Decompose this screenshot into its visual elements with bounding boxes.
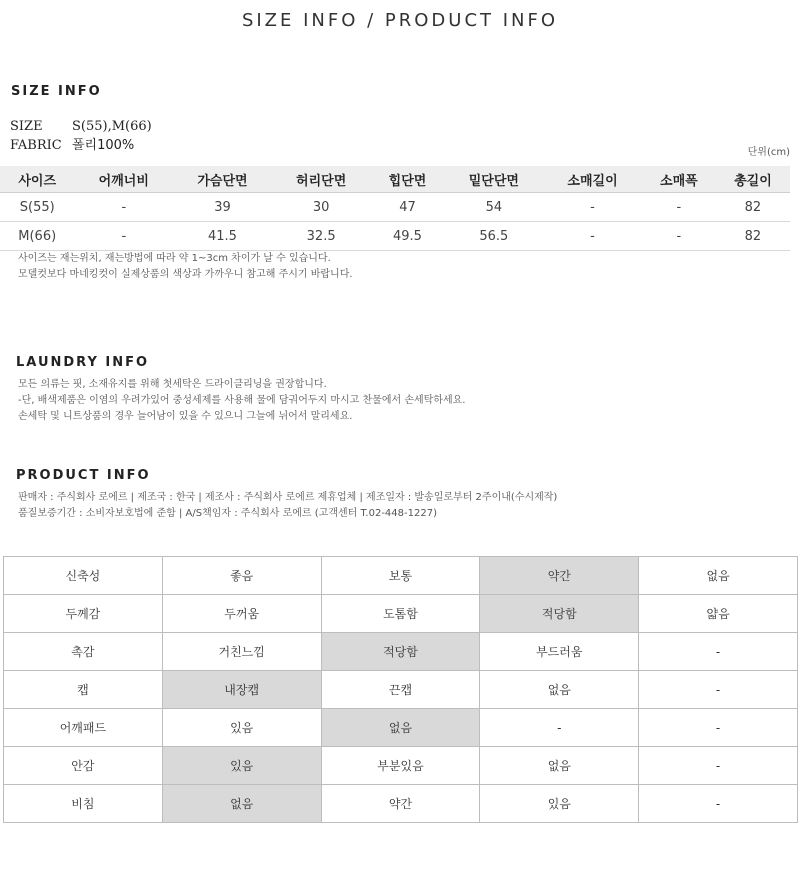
attribute-option: 약간 [480, 557, 639, 595]
attribute-option: 없음 [162, 785, 321, 823]
attribute-row [4, 671, 798, 709]
attribute-option: - [639, 671, 798, 709]
col-header: 허리단면 [272, 166, 371, 193]
attribute-row [4, 709, 798, 747]
attribute-option: 두꺼움 [162, 595, 321, 633]
attribute-label: 어깨패드 [4, 709, 163, 747]
attribute-option: 끈캡 [321, 671, 480, 709]
size-note-line: 모델컷보다 마네킹컷이 실제상품의 색상과 가까우니 참고해 주시기 바랍니다. [18, 269, 353, 280]
laundry-info-heading: LAUNDRY INFO [16, 355, 150, 370]
attribute-option: - [639, 633, 798, 671]
fabric-key: FABRIC [10, 138, 62, 153]
laundry-notes [18, 377, 465, 425]
attribute-option: - [480, 709, 639, 747]
table-cell: 47 [370, 193, 444, 222]
table-cell: - [543, 193, 642, 222]
table-cell: 49.5 [370, 222, 444, 251]
table-row [0, 222, 790, 251]
table-cell: 82 [716, 222, 790, 251]
attribute-option: - [639, 785, 798, 823]
table-cell: 54 [445, 193, 544, 222]
attribute-option: 보통 [321, 557, 480, 595]
attribute-option: 있음 [162, 747, 321, 785]
table-cell: 56.5 [445, 222, 544, 251]
table-cell: - [642, 222, 716, 251]
attribute-option: 부분있음 [321, 747, 480, 785]
attribute-label: 두께감 [4, 595, 163, 633]
col-header: 가슴단면 [173, 166, 272, 193]
attribute-option: 없음 [480, 747, 639, 785]
table-cell: 41.5 [173, 222, 272, 251]
attribute-option: 얇음 [639, 595, 798, 633]
table-cell: 30 [272, 193, 371, 222]
col-header: 총길이 [716, 166, 790, 193]
col-header: 어깨너비 [74, 166, 173, 193]
table-cell: - [74, 193, 173, 222]
attribute-label: 비침 [4, 785, 163, 823]
attribute-option: 약간 [321, 785, 480, 823]
attribute-option: 없음 [321, 709, 480, 747]
attribute-row [4, 595, 798, 633]
attribute-label: 촉감 [4, 633, 163, 671]
attribute-row [4, 785, 798, 823]
size-notes [18, 251, 353, 283]
col-header: 소매폭 [642, 166, 716, 193]
page-title: SIZE INFO / PRODUCT INFO [241, 10, 559, 31]
attribute-label: 캡 [4, 671, 163, 709]
laundry-line: 손세탁 및 니트상품의 경우 늘어남이 있을 수 있으니 그늘에 뉘어서 말리세요. [18, 411, 353, 422]
attribute-option: 도톰함 [321, 595, 480, 633]
product-notes [18, 490, 557, 522]
col-header: 사이즈 [0, 166, 74, 193]
size-key: SIZE [10, 119, 43, 134]
attribute-row [4, 747, 798, 785]
table-cell: - [642, 193, 716, 222]
laundry-line: 모든 의류는 핏, 소재유지를 위해 첫세탁은 드라이클리닝을 권장합니다. [18, 379, 327, 390]
attribute-option: 부드러움 [480, 633, 639, 671]
table-cell: 32.5 [272, 222, 371, 251]
attribute-option: 있음 [162, 709, 321, 747]
size-table [0, 166, 790, 251]
fabric-value: 폴리100% [72, 138, 135, 153]
size-note-line: 사이즈는 재는위치, 재는방법에 따라 약 1~3cm 차이가 날 수 있습니다. [18, 253, 331, 264]
attributes-table [3, 556, 798, 823]
product-line: 판매자 : 주식회사 로에르 | 제조국 : 한국 | 제조사 : 주식회사 로에르 제휴업체 | 제조일자 : 발송일로부터 2주이내(수시제작) [18, 492, 558, 503]
attribute-option: 좋음 [162, 557, 321, 595]
attribute-option: 적당함 [480, 595, 639, 633]
table-row [0, 193, 790, 222]
attribute-option: - [639, 747, 798, 785]
table-cell: - [543, 222, 642, 251]
size-table-header [0, 166, 790, 193]
attribute-option: 없음 [639, 557, 798, 595]
col-header: 밑단단면 [445, 166, 544, 193]
size-value: S(55),M(66) [72, 119, 152, 134]
attribute-option: - [639, 709, 798, 747]
attribute-row [4, 557, 798, 595]
size-row [10, 119, 152, 134]
table-cell: S(55) [0, 193, 74, 222]
attribute-option: 적당함 [321, 633, 480, 671]
attribute-row [4, 633, 798, 671]
col-header: 소매길이 [543, 166, 642, 193]
col-header: 힙단면 [370, 166, 444, 193]
attribute-option: 거친느낌 [162, 633, 321, 671]
unit-label: 단위(cm) [747, 147, 790, 158]
attribute-option: 있음 [480, 785, 639, 823]
table-cell: 39 [173, 193, 272, 222]
laundry-line: -단, 배색제품은 이염의 우려가있어 중성세제를 사용해 물에 담궈어두지 마시고 찬물에서 손세탁하세요. [18, 395, 466, 406]
product-info-heading: PRODUCT INFO [16, 468, 151, 483]
attribute-label: 신축성 [4, 557, 163, 595]
table-cell: M(66) [0, 222, 74, 251]
product-line: 품질보증기간 : 소비자보호법에 준함 | A/S책임자 : 주식회사 로에르 (고객센터 T.02-448-1227) [18, 508, 437, 519]
attribute-option: 없음 [480, 671, 639, 709]
table-cell: 82 [716, 193, 790, 222]
attribute-label: 안감 [4, 747, 163, 785]
table-cell: - [74, 222, 173, 251]
fabric-row [10, 134, 134, 153]
size-info-heading: SIZE INFO [11, 84, 102, 99]
attribute-option: 내장캡 [162, 671, 321, 709]
